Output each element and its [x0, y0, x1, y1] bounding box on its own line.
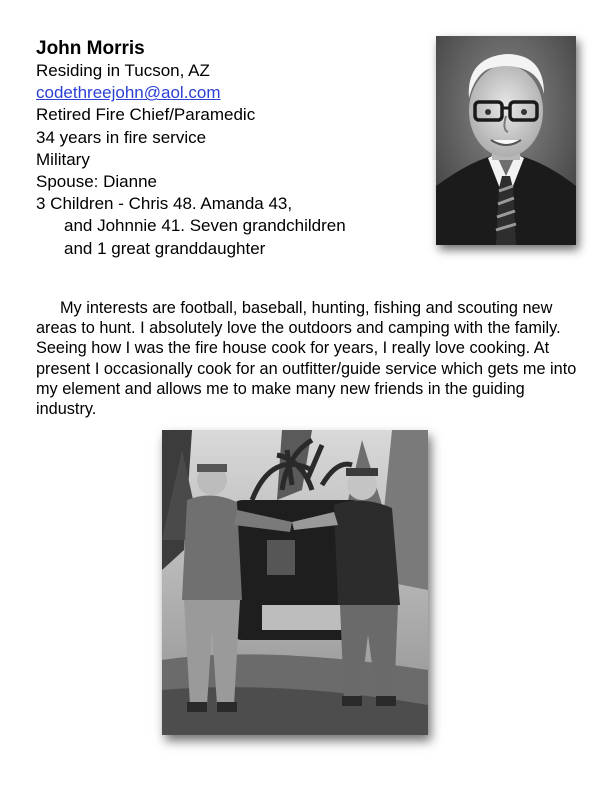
portrait-photo [436, 36, 576, 245]
spouse: Spouse: Dianne [36, 172, 157, 192]
outdoor-photo [162, 430, 428, 735]
person-name: John Morris [36, 38, 145, 59]
email-link[interactable]: codethreejohn@aol.com [36, 83, 221, 103]
children-line-1: 3 Children - Chris 48. Amanda 43, [36, 194, 293, 214]
portrait-image [436, 36, 576, 245]
children-line-3: and 1 great granddaughter [64, 238, 266, 258]
role: Retired Fire Chief/Paramedic [36, 105, 256, 125]
interests-paragraph: My interests are football, baseball, hunting, fishing and scouting new areas to hunt. I absolutely love the outdoors and camping with the family. Seeing how I was the fire house cook for years, I really love cooking. At present I occasionally cook for an outfitter/guide service which gets me into my element and allows me to make many new friends in the guiding industry. [36, 299, 577, 419]
residence: Residing in Tucson, AZ [36, 61, 210, 80]
children-line-2: and Johnnie 41. Seven grandchildren [64, 216, 346, 236]
outdoor-photo-image [162, 430, 428, 735]
service-years: 34 years in fire service [36, 127, 207, 147]
bio-block [36, 38, 416, 260]
military: Military [36, 149, 90, 169]
